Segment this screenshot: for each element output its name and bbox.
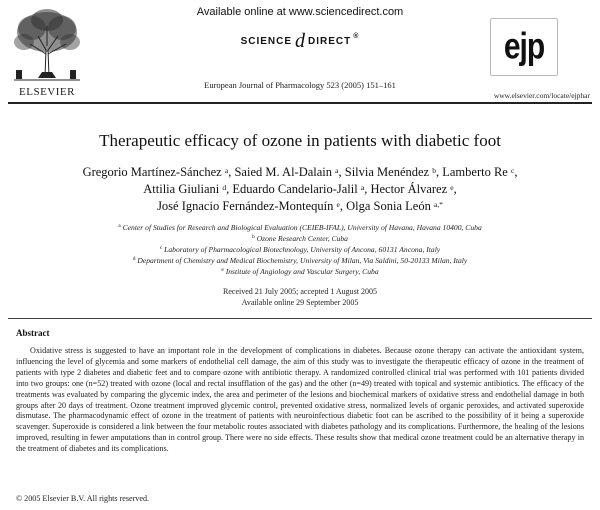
author-affiliation-marker: e <box>450 183 454 192</box>
sciencedirect-left: SCIENCE <box>240 35 293 47</box>
elsevier-tree-icon <box>8 6 86 86</box>
affiliation-text: Department of Chemistry and Medical Biochemistry, University of Milan, Via Saldini, 50-20133 Milan, Italy <box>135 256 468 265</box>
author-name[interactable]: Attilia Giuliani <box>143 182 220 196</box>
author-affiliation-marker: a <box>335 166 339 175</box>
affiliation-key: d <box>132 256 136 262</box>
author-name[interactable]: Eduardo Candelario-Jalil <box>232 182 358 196</box>
abstract-body: Oxidative stress is suggested to have an important role in the development of complications in diabetes. Because ozone therapy can activate the antioxidant system, influencing the level of glycemia and some markers of endothelial cell damage, the aim of this study was to investigate the therapeutic efficacy of ozone in the treatment of patients with type 2 diabetes and diabetic feet and to compare ozone with antibiotic therapy. A randomized controlled clinical trial was performed with 101 patients divided into two groups: one (n=52) treated with ozone (local and rectal insufflation of the gas) and the other (n=49) treated with topical and systemic antibiotics. The efficacy of the treatments was evaluated by comparing the glycemic index, the area and perimeter of the lesions and biochemical markers of oxidative stress and endothelial damage in both groups after 20 days of treatment. Ozone treatment improved glycemic control, prevented oxidative stress, normalized levels of organic peroxides, and activated superoxide dismutase. The pharmacodynamic effect of ozone in the treatment of patients with neuroinfectious diabetic foot can be ascribed to the possibility of it being a superoxide scavenger. Superoxide is considered a link between the four metabolic routes associated with diabetes pathology and its complications. Furthermore, the healing of the lesions improved, resulting in fewer amputations than in control group. There were no side effects. These results show that medical ozone treatment could be an alternative therapy in the treatment of diabetes and its complications. <box>16 346 584 454</box>
elsevier-logo <box>8 6 86 98</box>
affiliation-item <box>20 266 580 277</box>
journal-reference: European Journal of Pharmacology 523 (2005) 151–161 <box>204 80 396 90</box>
author-name[interactable]: José Ignacio Fernández-Montequín <box>157 199 334 213</box>
affiliation-key: e <box>221 267 224 273</box>
sciencedirect-at-icon: d <box>295 30 306 52</box>
affiliation-text: Laboratory of Pharmacological Biotechnology, University of Ancona, 60131 Ancona, Italy <box>162 245 441 254</box>
abstract-divider <box>8 318 592 319</box>
ejp-journal-logo <box>490 18 558 76</box>
author-line: Gregorio Martínez-Sánchez $^a$, Saied M. Al-Dalain $^a$, Silvia Menéndez $^b$, Lamberto Re $^c$, <box>82 165 518 179</box>
article-dates <box>0 286 600 308</box>
journal-url-link[interactable]: www.elsevier.com/locate/ejphar <box>493 91 590 100</box>
affiliation-item <box>20 255 580 266</box>
available-online-text[interactable]: Available online at www.sciencedirect.com <box>196 6 404 18</box>
sciencedirect-logo[interactable] <box>200 30 400 52</box>
available-date: Available online 29 September 2005 <box>241 298 359 307</box>
affiliation-list <box>20 222 580 277</box>
author-name[interactable]: Hector Álvarez <box>370 182 448 196</box>
affiliation-item <box>20 222 580 233</box>
author-name[interactable]: Olga Sonia León <box>346 199 431 213</box>
author-affiliation-marker: a,* <box>433 200 443 209</box>
received-date: Received 21 July 2005; accepted 1 August 2005 <box>223 287 377 296</box>
author-name[interactable]: Silvia Menéndez <box>344 165 430 179</box>
sciencedirect-mark: ® <box>353 32 360 40</box>
author-name[interactable]: Lamberto Re <box>442 165 508 179</box>
author-affiliation-marker: b <box>432 166 436 175</box>
author-affiliation-marker: a <box>360 183 365 192</box>
affiliation-key: b <box>252 234 255 240</box>
affiliation-text: Center of Studies for Research and Biological Evaluation (CEIEB-IFAL), University of Havana, Havana 10400, Cuba <box>120 223 482 232</box>
affiliation-text: Ozone Research Center, Cuba <box>254 234 348 243</box>
author-affiliation-marker: d <box>222 183 227 192</box>
author-affiliation-marker: c <box>510 166 515 175</box>
affiliation-item <box>20 233 580 244</box>
article-title: Therapeutic efficacy of ozone in patients with diabetic foot <box>99 131 501 150</box>
header-divider <box>8 102 592 104</box>
elsevier-wordmark: ELSEVIER <box>19 86 75 98</box>
sciencedirect-right: DIRECT <box>308 35 352 47</box>
affiliation-item <box>20 244 580 255</box>
affiliation-text: Institute of Angiology and Vascular Surgery, Cuba <box>223 267 379 276</box>
abstract-heading: Abstract <box>16 328 50 338</box>
author-line: José Ignacio Fernández-Montequín $^e$, Olga Sonia León $^{a,*}$ <box>157 199 443 213</box>
author-line: Attilia Giuliani $^d$, Eduardo Candelario-Jalil $^a$, Hector Álvarez $^e$, <box>143 182 457 196</box>
affiliation-key: a <box>118 223 121 229</box>
ejp-logo-text: ejp <box>503 25 545 67</box>
copyright-notice: © 2005 Elsevier B.V. All rights reserved. <box>16 494 150 503</box>
author-name[interactable]: Saied M. Al-Dalain <box>234 165 333 179</box>
affiliation-key: c <box>159 245 163 251</box>
author-affiliation-marker: a <box>224 166 229 175</box>
author-list <box>20 164 580 215</box>
author-affiliation-marker: e <box>336 200 340 209</box>
author-name[interactable]: Gregorio Martínez-Sánchez <box>82 165 222 179</box>
